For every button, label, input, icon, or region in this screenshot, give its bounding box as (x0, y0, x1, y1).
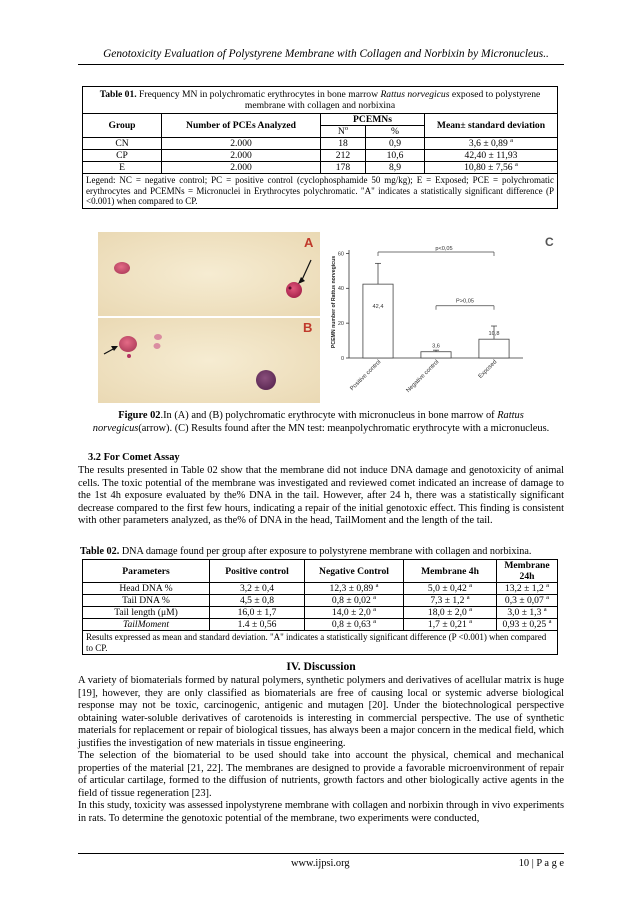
panel-label-b: B (303, 320, 313, 335)
bar-chart-panel-c (323, 232, 563, 403)
col-header-pcemns: PCEMNs (321, 114, 425, 126)
panel-divider (98, 316, 320, 318)
col-header-mean: Mean± standard deviation (425, 114, 558, 138)
section-heading-comet-assay: 3.2 For Comet Assay (88, 452, 180, 463)
y-tick-label: 60 (337, 251, 344, 258)
table-row: CP 2.000 212 10,6 42,40 ± 11,93 (83, 150, 558, 162)
annotation-label: P>0,05 (456, 298, 474, 305)
footer-url: www.ijpsi.org (291, 858, 350, 869)
micronucleus (289, 287, 292, 290)
subheader-n: $N^o$ (321, 126, 366, 138)
paragraph-comet-assay: The results presented in Table 02 show that the membrane did not induce DNA damage and genotoxicity of animal cells. The toxic potential of the membrane was investigated and reviewed comet indicated an increase of damage to the 1st 4h exposure evaluated by the% DNA in the tail. However, after 24 h, there was a statistically significant decrease compared to the first few hours, indicating a repair of the initial genotoxic effect. This finding is consistent with other parameters analyzed, as the% of DNA in the head, TailMoment and the length of the tail. (78, 465, 564, 526)
col-header-parameters: Parameters (83, 560, 210, 583)
erythrocyte-cell (119, 336, 137, 352)
y-tick-label: 40 (337, 286, 344, 293)
paragraph-discussion-2: The selection of the biomaterial to be used should take into account the physical, chemical and mechanical properties of the material [21, 22]. The membranes are designed to provide a favorable microenvironment of repair of articular cartilage, formed to the diffusion of nutrients, growth factors and other biologically active agents in the field of tissue regeneration [23]. (78, 750, 564, 799)
panel-b-background (98, 318, 320, 403)
erythrocyte-cell (154, 334, 162, 340)
col-header-pces: Number of PCEs Analyzed (162, 114, 321, 138)
figure-02-caption: Figure 02.In (A) and (B) polychromatic erythrocyte with micronucleus in bone marrow of Rattus norvegicus(arrow). (C) Results found after the MN test: meanpolychromatic erythrocyte with a micronucleus. (92, 410, 550, 434)
subheader-percent: % (366, 126, 425, 138)
micronucleus (127, 354, 131, 358)
table-row: Tail DNA % 4,5 ± 0,8 0,8 ± 0,02 $^a$ 7,3 ± 1,2 $^a$ 0,3 ± 0,07 $^a$ (83, 595, 558, 607)
erythrocyte-cell (154, 343, 161, 349)
col-header-group: Group (83, 114, 162, 138)
table-02 (82, 559, 558, 655)
data-label: 42,4 (372, 304, 384, 311)
y-axis-label: PCEMN number of Rattus norvegicus (331, 255, 337, 349)
table-row: Tail length (μM) 16,0 ± 1,7 14,0 ± 2,0 $^a$ 18,0 ± 2,0 $^a$ 3,0 ± 1,3 $^a$ (83, 607, 558, 619)
panel-label-c: C (545, 235, 554, 249)
table-01-legend: Legend: NC = negative control; PC = positive control (cyclophosphamide 50 mg/kg); E = Exposed; PCE = polychromatic erythrocytes and PCEMNs = Micronuclei in Erythrocytes polychromatic. "A" indicates a statistically significant difference (P <0.001) when compared to CP. (83, 174, 558, 209)
running-head: Genotoxicity Evaluation of Polystyrene Membrane with Collagen and Norbixin by Micronucleus.. (103, 48, 549, 60)
footer-rule (78, 853, 564, 854)
table-row: Head DNA % 3,2 ± 0,4 12,3 ± 0,89 $^a$ 5,0 ± 0,42 $^a$ 13,2 ± 1,2 $^a$ (83, 583, 558, 595)
table-01 (82, 86, 558, 209)
bar-2 (421, 352, 451, 358)
y-tick-label: 20 (337, 320, 344, 327)
table-02-footnote: Results expressed as mean and standard deviation. "A" indicates a statistically significant difference (P <0.001) when compared to CP. (83, 631, 558, 655)
y-ticks (338, 251, 349, 362)
erythrocyte-cell (114, 262, 130, 274)
table-row: CN 2.000 18 0,9 3,6 ± 0,89 $^a$ (83, 138, 558, 150)
panel-label-a: A (304, 235, 314, 250)
col-header-membrane-24h: Membrane 24h (497, 560, 558, 583)
micrograph-panels (98, 232, 320, 403)
footer-page-number: 10 | P a g e (518, 858, 564, 869)
significance-annotations (378, 246, 494, 310)
x-tick-labels (349, 359, 498, 394)
col-header-membrane-4h: Membrane 4h (404, 560, 497, 583)
section-heading-discussion: IV. Discussion (286, 660, 356, 673)
x-tick-label: Exposed (477, 359, 499, 380)
annotation-label: p<0,05 (435, 246, 453, 252)
erythrocyte-cell (256, 370, 276, 390)
table-01-caption: Table 01. Frequency MN in polychromatic erythrocytes in bone marrow Rattus norvegicus exposed to polystyrene membrane with collagen and norbixina (83, 87, 558, 114)
bar-3 (479, 339, 509, 358)
table-02-caption: Table 02. DNA damage found per group after exposure to polystyrene membrane with collagen and norbixina. (80, 546, 532, 557)
table-row: E 2.000 178 8,9 10,80 ± 7,56 $^a$ (83, 162, 558, 174)
panel-a-background (98, 232, 320, 316)
x-tick-label: Negative control (405, 359, 441, 395)
col-header-positive-control: Positive control (210, 560, 305, 583)
x-tick-label: Positive control (349, 359, 383, 393)
header-rule (78, 64, 564, 65)
table-row: TailMoment 1.4 ± 0,56 0,8 ± 0,63 $^a$ 1,7 ± 0,21 $^a$ 0,93 ± 0,25 $^a$ (83, 619, 558, 631)
data-label: 3,6 (432, 343, 440, 350)
paragraph-discussion-3: In this study, toxicity was assessed inpolystyrene membrane with collagen and norbixin through in vivo experiments in rats. To determine the genotoxic potential of the membrane, two experiments were conducted, (78, 800, 564, 824)
bar-1 (363, 284, 393, 358)
col-header-negative-control: Negative Control (305, 560, 404, 583)
paragraph-discussion-1: A variety of biomaterials formed by natural polymers, synthetic polymers and derivatives of acellular matrix is huge [19], however, they are only classified as biomaterials are free of causing local or systemic adverse biological response may not be toxic, carcinogenic, antigenic and mutagen [20]. Under the biotechnological perspective obtaining water-soluble derivatives of carotenoids is interesting in commercial perspective. The use of synthetic materials for replacement or repair of biological tissues, has always been a major concern in the medical field, which justifies the investigation of new materials in tissue engineering. (78, 675, 564, 749)
bars (363, 263, 509, 358)
erythrocyte-cell (286, 282, 302, 298)
y-tick-label: 0 (340, 355, 344, 362)
data-label: 10,8 (488, 331, 500, 338)
